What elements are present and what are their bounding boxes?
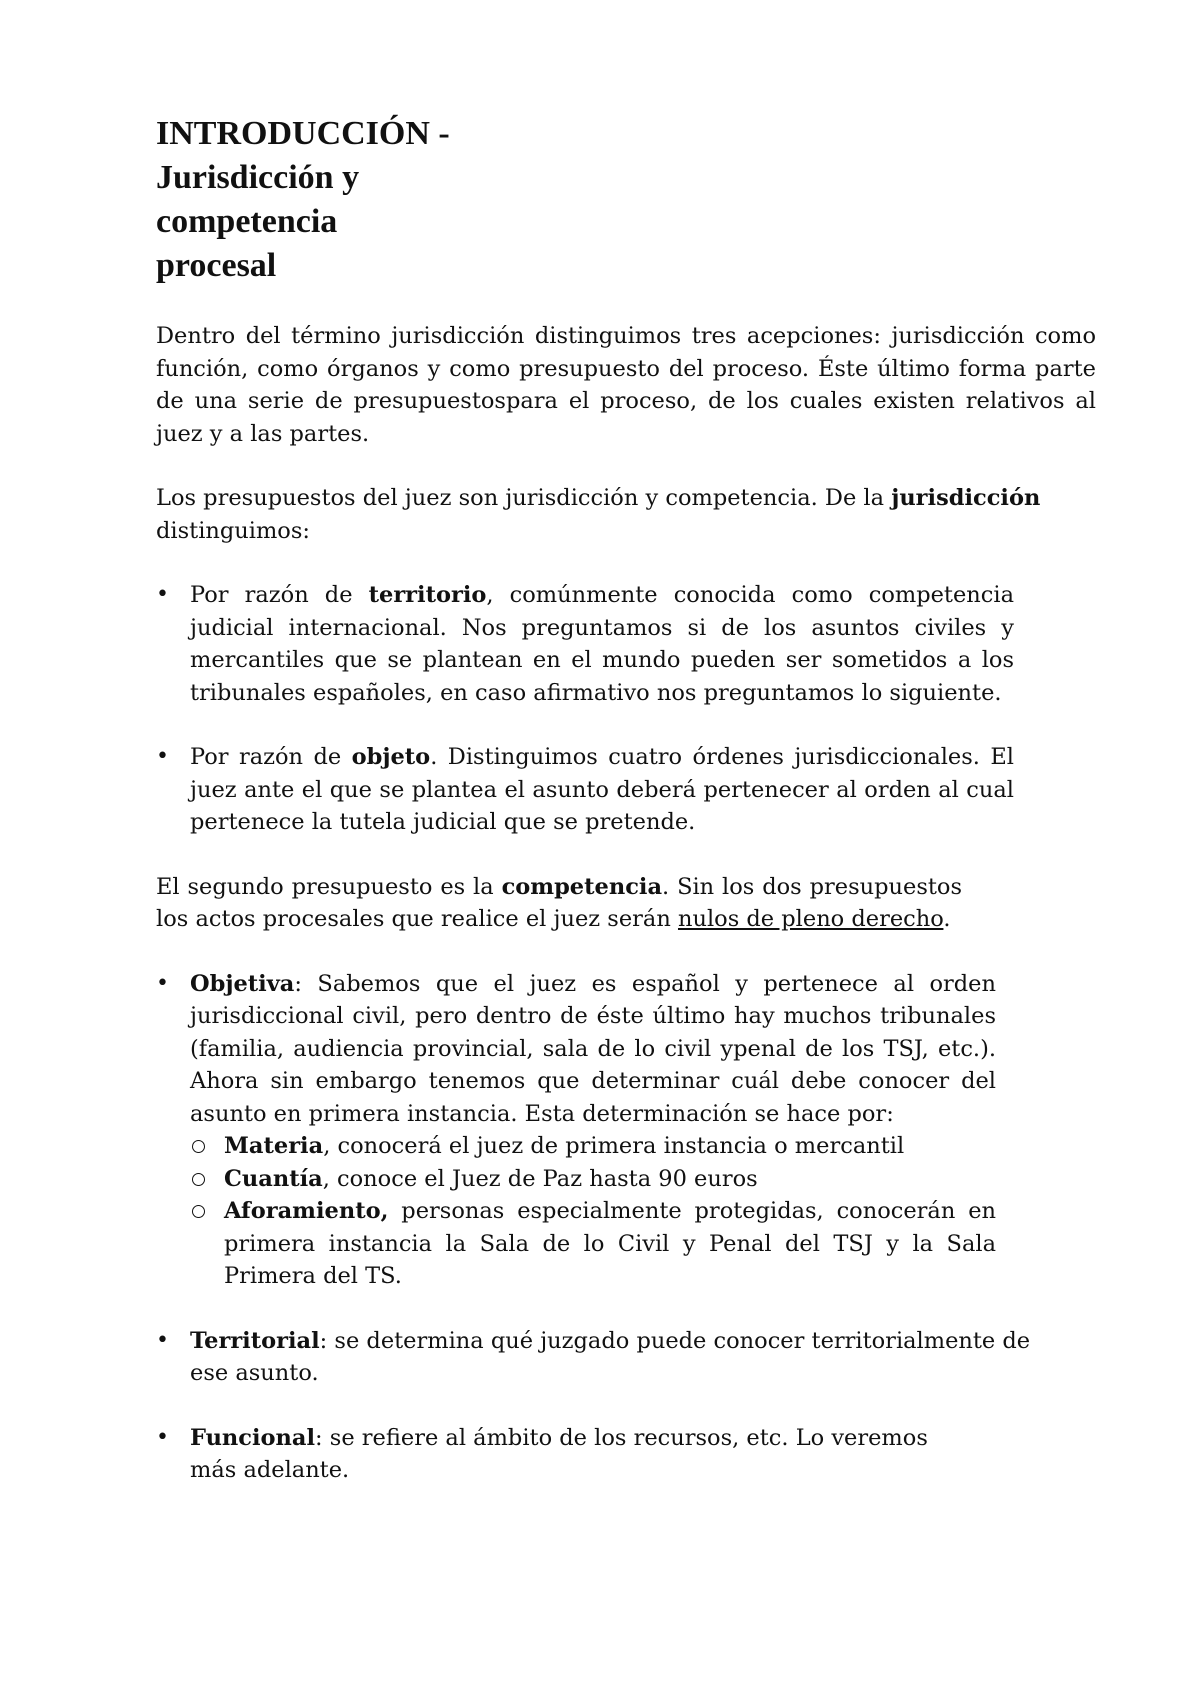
list-item <box>156 1422 950 1487</box>
segundo-paragraph <box>156 871 962 936</box>
sublist-item <box>190 1163 996 1196</box>
objetiva-sublist <box>190 1130 996 1293</box>
list-item <box>156 741 1014 839</box>
segundo-underline: nulos de pleno derecho <box>677 906 944 932</box>
sub-bold: Materia <box>224 1133 324 1159</box>
presupuestos-bold: jurisdicción <box>891 485 1041 511</box>
item-prefix: Por razón de <box>190 582 369 608</box>
competencia-list <box>156 968 1064 1487</box>
item-text: : se refiere al ámbito de los recursos, etc. Lo veremos más adelante. <box>190 1424 928 1483</box>
list-item <box>156 579 1014 709</box>
title-line: competencia <box>156 203 338 240</box>
item-bold: Territorial <box>190 1327 320 1354</box>
segundo-text: El segundo presupuesto es la <box>156 873 502 900</box>
document-title <box>156 112 1096 288</box>
sub-bold: Cuantía <box>224 1165 323 1192</box>
item-text: , comúnmente conocida como competencia judicial internacional. Nos preguntamos si de los asuntos civiles y mercantiles que se plantean en el mundo pueden ser sometidos a los tribunales españoles, en caso afirmativo nos preguntamos lo siguiente. <box>190 582 1014 706</box>
item-text: : Sabemos que el juez es español y pertenece al orden jurisdiccional civil, pero dentro de éste último hay muchos tribunales (familia, audiencia provincial, sala de lo civil ypenal de los TSJ, etc.). Ahora sin embargo tenemos que determinar cuál debe conocer del asunto en primera instancia. Esta determinación se hace por: <box>190 970 996 1127</box>
segundo-text-after: . <box>943 906 951 932</box>
list-item <box>156 968 996 1293</box>
sub-text: , conoce el Juez de Paz hasta 90 euros <box>322 1165 758 1192</box>
sub-bold: Aforamiento, <box>224 1198 389 1224</box>
item-text: : se determina qué juzgado puede conocer territorialmente de ese asunto. <box>190 1327 1031 1386</box>
segundo-bold: competencia <box>501 873 663 900</box>
list-item <box>156 1325 1064 1390</box>
item-bold: Funcional <box>190 1424 316 1451</box>
title-line: Jurisdicción y <box>156 159 360 196</box>
item-text: . Distinguimos cuatro órdenes jurisdiccionales. El juez ante el que se plantea el asunto deberá pertenecer al orden al cual pertenece la tutela judicial que se pretende. <box>190 744 1014 835</box>
intro-paragraph: Dentro del término jurisdicción distinguimos tres acepciones: jurisdicción como función, como órganos y como presupuesto del proceso. Éste último forma parte de una serie de presupuestospara el proceso, de los cuales existen relativos al juez y a las partes. <box>156 323 1096 447</box>
title-line: INTRODUCCIÓN - <box>156 115 450 152</box>
jurisdiccion-list <box>156 579 1014 839</box>
sub-text: personas especialmente protegidas, conocerán en primera instancia la Sala de lo Civil y Penal del TSJ y la Sala Primera del TS. <box>224 1198 996 1289</box>
presupuestos-text: Los presupuestos del juez son jurisdicción y competencia. De la <box>156 485 892 511</box>
item-bold: territorio <box>368 582 487 608</box>
presupuestos-text-after: distinguimos: <box>156 517 310 544</box>
sublist-item <box>190 1195 996 1293</box>
item-prefix: Por razón de <box>190 744 352 770</box>
item-bold: objeto <box>351 744 431 770</box>
segundo-text-middle: . Sin los dos presupuestos los actos procesales que realice el juez serán <box>156 873 962 932</box>
presupuestos-paragraph <box>156 482 1096 547</box>
document-page <box>156 112 1096 1519</box>
sub-text: , conocerá el juez de primera instancia o mercantil <box>323 1133 905 1159</box>
item-bold: Objetiva <box>190 970 295 997</box>
title-line: procesal <box>156 247 277 284</box>
sublist-item <box>190 1130 996 1163</box>
